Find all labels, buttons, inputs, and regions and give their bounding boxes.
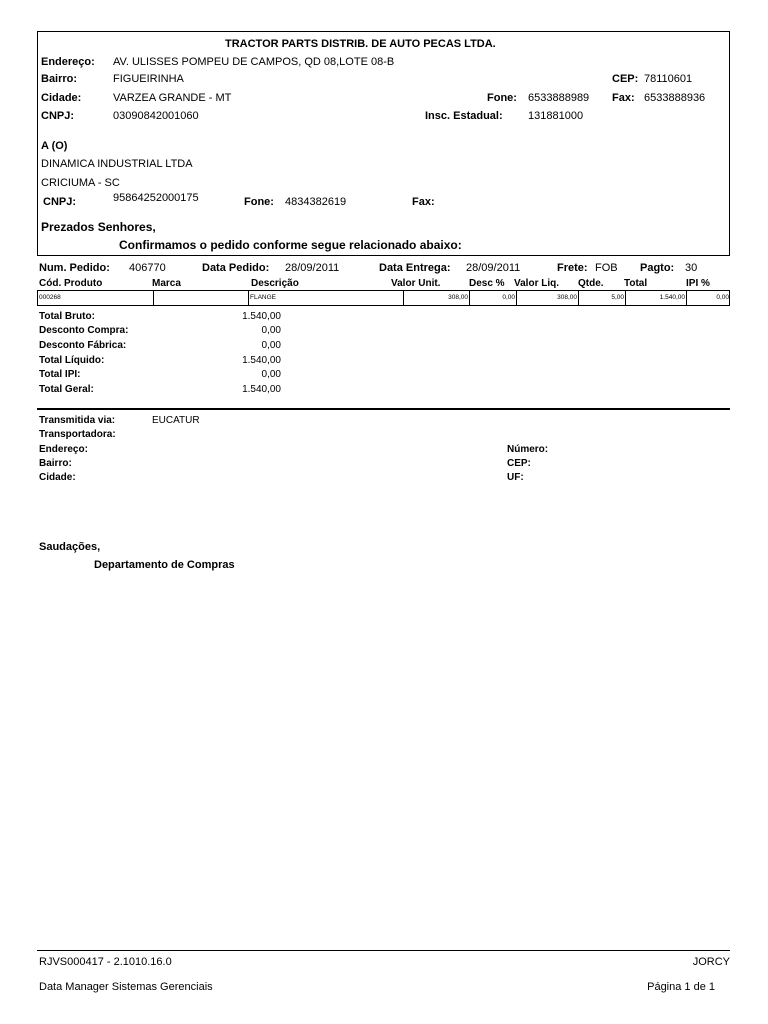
col-ipi: IPI % — [686, 278, 710, 289]
bairro-label: Bairro: — [41, 73, 78, 85]
cnpj-label: CNPJ: — [41, 110, 75, 122]
cidade-value: VARZEA GRANDE - MT — [113, 92, 232, 104]
recipient-fone-value: 4834382619 — [285, 196, 347, 208]
via-value: EUCATUR — [152, 415, 200, 426]
col-valor-unit: Valor Unit. — [391, 278, 441, 289]
closing-department: Departamento de Compras — [94, 559, 235, 571]
cell-codigo: 000268 — [39, 294, 61, 301]
fone-label: Fone: — [487, 92, 517, 104]
cell-divider — [153, 291, 154, 305]
recipient-cnpj-label: CNPJ: — [43, 196, 77, 208]
col-valor-liq: Valor Liq. — [514, 278, 560, 289]
cidade-label: Cidade: — [41, 92, 82, 104]
cell-valor-unit: 308,00 — [448, 294, 468, 301]
cell-descricao: FLANGE — [250, 294, 277, 301]
pagto-value: 30 — [685, 262, 698, 274]
cnpj-value: 03090842001060 — [113, 110, 199, 122]
order-num-label: Num. Pedido: — [39, 262, 110, 274]
recipient-cnpj-value: 95864252000175 — [113, 192, 199, 204]
report-id: RJVS000417 - 2.1010.16.0 — [39, 956, 172, 968]
total-ipi-value: 0,00 — [261, 369, 281, 380]
transport-cep-label: CEP: — [507, 458, 531, 469]
total-bruto-label: Total Bruto: — [39, 311, 95, 322]
total-ipi-label: Total IPI: — [39, 369, 81, 380]
cep-label: CEP: — [612, 73, 639, 85]
greeting-message: Confirmamos o pedido conforme segue relacionado abaixo: — [119, 238, 462, 252]
recipient-label: A (O) — [41, 140, 68, 152]
table-row — [37, 290, 730, 306]
transport-bairro-label: Bairro: — [39, 458, 72, 469]
col-codigo: Cód. Produto — [39, 278, 103, 289]
data-entrega-value: 28/09/2011 — [466, 262, 521, 274]
cell-ipi: 0,00 — [716, 294, 729, 301]
closing-salutation: Saudações, — [39, 541, 101, 553]
company-name: TRACTOR PARTS DISTRIB. DE AUTO PECAS LTDA. — [225, 38, 496, 50]
fone-value: 6533888989 — [528, 92, 590, 104]
greeting-salutation: Prezados Senhores, — [41, 220, 156, 234]
total-bruto-value: 1.540,00 — [242, 311, 281, 322]
transport-cidade-label: Cidade: — [39, 472, 76, 483]
system-name: Data Manager Sistemas Gerenciais — [39, 981, 213, 993]
page-number: Página 1 de 1 — [647, 981, 715, 993]
cell-desc: 0,00 — [502, 294, 515, 301]
recipient-fone-label: Fone: — [244, 196, 274, 208]
fax-value: 6533888936 — [644, 92, 706, 104]
recipient-fax-label: Fax: — [412, 196, 435, 208]
total-geral-label: Total Geral: — [39, 384, 94, 395]
cell-qtde: 5,00 — [611, 294, 624, 301]
transport-uf-label: UF: — [507, 472, 524, 483]
address-value: AV. ULISSES POMPEU DE CAMPOS, QD 08,LOTE 08-B — [113, 56, 395, 68]
cell-total: 1.540,00 — [659, 294, 685, 301]
data-pedido-label: Data Pedido: — [202, 262, 270, 274]
total-liquido-label: Total Líquido: — [39, 355, 105, 366]
footer-divider — [37, 950, 730, 951]
data-pedido-value: 28/09/2011 — [285, 262, 340, 274]
cell-valor-liq: 308,00 — [557, 294, 577, 301]
col-marca: Marca — [152, 278, 181, 289]
col-qtde: Qtde. — [578, 278, 604, 289]
transport-numero-label: Número: — [507, 444, 549, 455]
insc-value: 131881000 — [528, 110, 584, 122]
pagto-label: Pagto: — [640, 262, 675, 274]
desconto-compra-label: Desconto Compra: — [39, 325, 129, 336]
fax-label: Fax: — [612, 92, 635, 104]
recipient-name: DINAMICA INDUSTRIAL LTDA — [41, 158, 193, 170]
col-desc: Desc % — [469, 278, 505, 289]
desconto-fabrica-value: 0,00 — [261, 340, 281, 351]
data-entrega-label: Data Entrega: — [379, 262, 451, 274]
bairro-value: FIGUEIRINHA — [113, 73, 184, 85]
report-user: JORCY — [692, 956, 730, 968]
via-label: Transmitida via: — [39, 415, 116, 426]
section-divider — [37, 408, 730, 410]
desconto-fabrica-label: Desconto Fábrica: — [39, 340, 127, 351]
transportadora-label: Transportadora: — [39, 429, 116, 440]
col-total: Total — [624, 278, 648, 289]
frete-value: FOB — [595, 262, 618, 274]
recipient-city: CRICIUMA - SC — [41, 177, 120, 189]
transport-endereco-label: Endereço: — [39, 444, 88, 455]
insc-label: Insc. Estadual: — [425, 110, 503, 122]
total-geral-value: 1.540,00 — [242, 384, 281, 395]
col-descricao: Descrição — [251, 278, 299, 289]
order-num-value: 406770 — [129, 262, 166, 274]
cep-value: 78110601 — [644, 73, 693, 85]
address-label: Endereço: — [41, 56, 95, 68]
desconto-compra-value: 0,00 — [261, 325, 281, 336]
frete-label: Frete: — [557, 262, 588, 274]
cell-divider — [248, 291, 249, 305]
total-liquido-value: 1.540,00 — [242, 355, 281, 366]
